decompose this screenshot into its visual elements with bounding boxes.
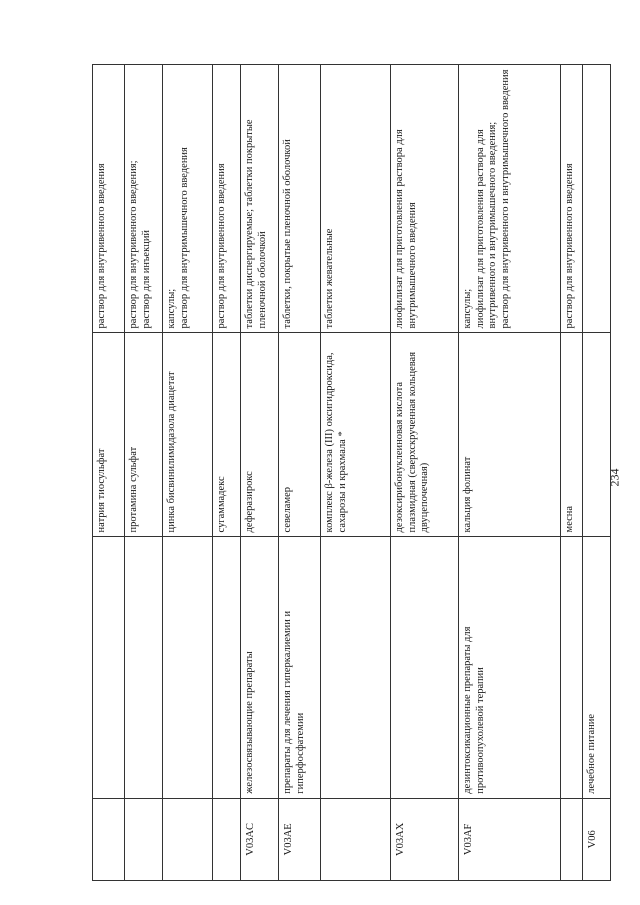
drug-table <box>92 64 611 881</box>
drug-name-cell: севеламер <box>279 333 321 537</box>
dosage-forms-cell: лиофилизат для приготовления раствора для внутримышечного введения <box>391 65 459 333</box>
group-name-cell <box>391 537 459 798</box>
group-name-cell <box>213 537 241 798</box>
table-row <box>213 65 241 881</box>
drug-name-cell: протамина сульфат <box>125 333 163 537</box>
dosage-forms-cell: раствор для внутривенного введения <box>213 65 241 333</box>
page-number: 234 <box>607 468 622 487</box>
atc-code-cell: V03AX <box>391 798 459 880</box>
dosage-forms-cell: таблетки диспергируемые; таблетки покрытые пленочной оболочкой <box>241 65 279 333</box>
atc-code-cell <box>213 798 241 880</box>
atc-code-cell <box>125 798 163 880</box>
table-row <box>125 65 163 881</box>
table-row <box>163 65 213 881</box>
drug-name-cell: месна <box>561 333 583 537</box>
dosage-forms-cell: раствор для внутривенного введения <box>561 65 583 333</box>
dosage-forms-cell: капсулы; раствор для внутримышечного введения <box>163 65 213 333</box>
table-row <box>391 65 459 881</box>
drug-name-cell: дезоксирибонуклеиновая кислота плазмидная (сверхскрученная кольцевая двуцепочечная) <box>391 333 459 537</box>
atc-code-cell: V06 <box>583 798 611 880</box>
atc-code-cell <box>561 798 583 880</box>
dosage-forms-cell: таблетки жевательные <box>321 65 391 333</box>
group-name-cell: лечебное питание <box>583 537 611 798</box>
drug-name-cell: натрия тиосульфат <box>93 333 125 537</box>
atc-code-cell <box>163 798 213 880</box>
group-name-cell <box>163 537 213 798</box>
table-row <box>279 65 321 881</box>
atc-code-cell: V03AE <box>279 798 321 880</box>
table-row <box>93 65 125 881</box>
group-name-cell: препараты для лечения гиперкалиемии и гиперфосфатемии <box>279 537 321 798</box>
group-name-cell <box>93 537 125 798</box>
atc-code-cell: V03AC <box>241 798 279 880</box>
table-row <box>459 65 561 881</box>
drug-name-cell: сугаммадекс <box>213 333 241 537</box>
rotated-table-page <box>92 64 598 881</box>
dosage-forms-cell: раствор для внутривенного введения; раствор для инъекций <box>125 65 163 333</box>
atc-code-cell: V03AF <box>459 798 561 880</box>
table-row <box>583 65 611 881</box>
dosage-forms-cell: таблетки, покрытые пленочной оболочкой <box>279 65 321 333</box>
group-name-cell: железосвязывающие препараты <box>241 537 279 798</box>
group-name-cell: дезинтоксикационные препараты для противоопухолевой терапии <box>459 537 561 798</box>
group-name-cell <box>561 537 583 798</box>
drug-name-cell: кальция фолинат <box>459 333 561 537</box>
dosage-forms-cell <box>583 65 611 333</box>
drug-name-cell: цинка бисвинилимидазола диацетат <box>163 333 213 537</box>
table-row <box>561 65 583 881</box>
dosage-forms-cell: капсулы; лиофилизат для приготовления раствора для внутривенного и внутримышечного введения; раствор для внутривенного и внутримышечного введения <box>459 65 561 333</box>
drug-name-cell <box>583 333 611 537</box>
group-name-cell <box>125 537 163 798</box>
table-row <box>321 65 391 881</box>
dosage-forms-cell: раствор для внутривенного введения <box>93 65 125 333</box>
atc-code-cell <box>93 798 125 880</box>
drug-name-cell: комплекс β-железа (III) оксигидроксида, сахарозы и крахмала * <box>321 333 391 537</box>
group-name-cell <box>321 537 391 798</box>
atc-code-cell <box>321 798 391 880</box>
drug-name-cell: деферазирокс <box>241 333 279 537</box>
table-row <box>241 65 279 881</box>
